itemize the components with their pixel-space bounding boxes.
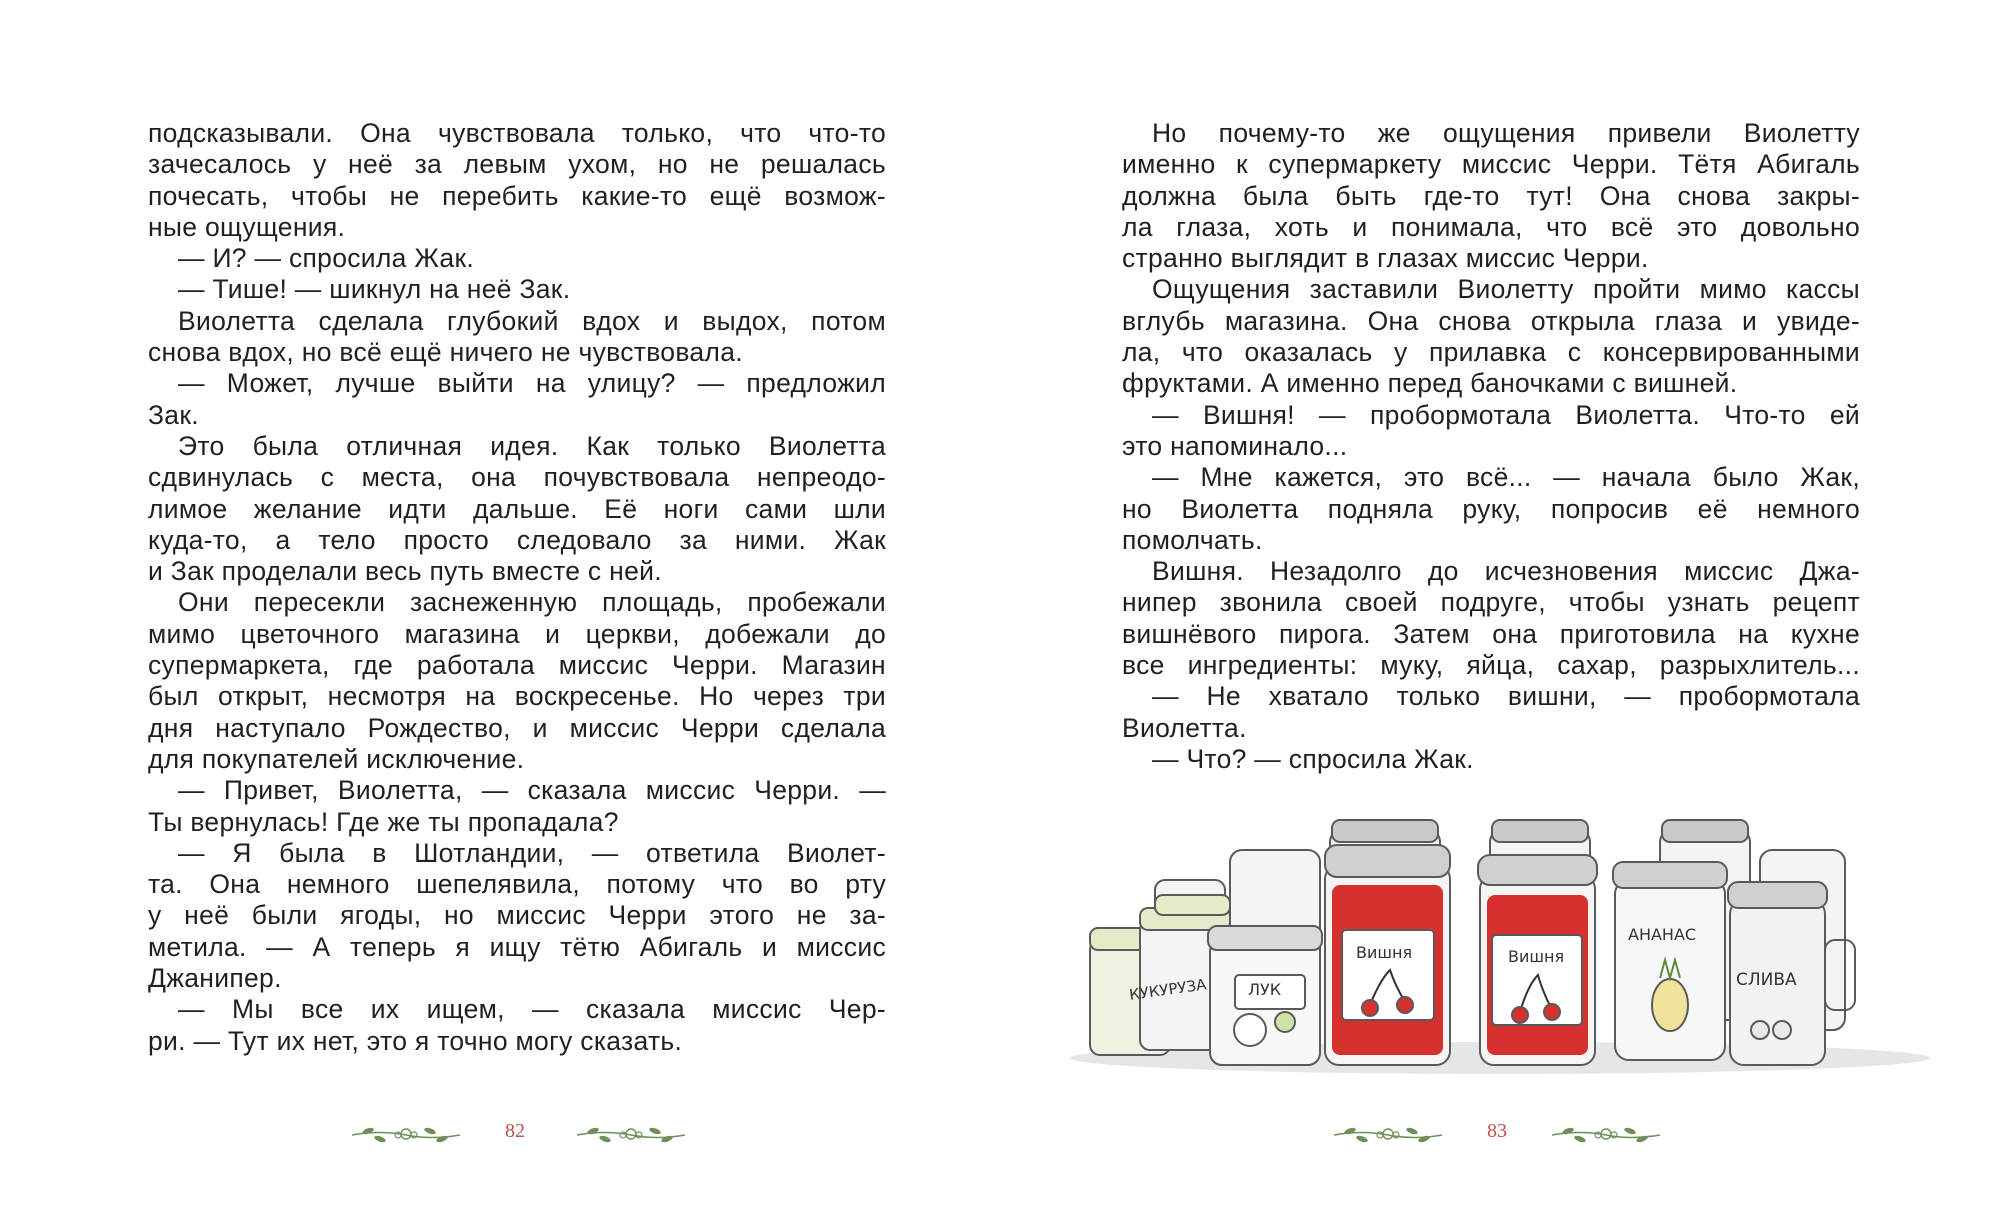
text-line: для покупателей исключение. — [148, 743, 525, 774]
text-line: был открыт, несмотря на воскресенье. Но через три — [148, 681, 886, 712]
vine-ornament-right-icon — [575, 1120, 687, 1150]
corn-jar-label: КУКУРУЗА — [1128, 975, 1208, 1004]
text-line: ри. — Тут их нет, это я точно могу сказать. — [148, 1025, 683, 1056]
text-line: фруктами. А именно перед баночками с вишней. — [1122, 368, 1738, 399]
left-page-footer — [0, 1120, 1000, 1150]
text-line: у неё были ягоды, но миссис Черри этого не за- — [148, 900, 886, 931]
text-line: нипер звонила своей подруге, чтобы узнать рецепт — [1122, 587, 1860, 618]
right-page-text — [1122, 118, 1860, 775]
page-number: 82 — [505, 1120, 525, 1142]
text-line: лимое желание идти дальше. Её ноги сами шли — [148, 493, 886, 524]
text-line: но Виолетта подняла руку, попросив её немного — [1122, 493, 1860, 524]
text-line: — И? — спросила Жак. — [178, 243, 475, 274]
pineapple-jar-label: АНАНАС — [1628, 925, 1697, 944]
jars-illustration — [1060, 790, 1940, 1080]
text-line: Вишня. Незадолго до исчезновения миссис Джа- — [1152, 556, 1860, 587]
text-line: это напоминало... — [1122, 430, 1348, 461]
plum-jar-label: СЛИВА — [1736, 970, 1797, 990]
text-line: — Не хватало только вишни, — пробормотала — [1152, 681, 1860, 712]
text-line: все ингредиенты: муку, яйца, сахар, разрыхлитель... — [1122, 650, 1860, 681]
text-line: ла глаза, хоть и понимала, что всё это довольно — [1122, 211, 1860, 242]
text-line: — Может, лучше выйти на улицу? — предложил — [178, 368, 886, 399]
text-line: — Я была в Шотландии, — ответила Виолет- — [178, 837, 886, 868]
vine-ornament-right-icon — [1550, 1120, 1662, 1150]
text-line: метила. — А теперь я ищу тётю Абигаль и миссис — [148, 931, 886, 962]
text-line: — Тише! — шикнул на неё Зак. — [178, 274, 571, 305]
text-line: вишнёвого пирога. Затем она приготовила на кухне — [1122, 618, 1860, 649]
text-line: странно выглядит в глазах миссис Черри. — [1122, 243, 1649, 274]
text-line: Виолетта. — [1122, 712, 1247, 743]
text-line: снова вдох, но всё ещё ничего не чувствовала. — [148, 337, 743, 368]
text-line: вглубь магазина. Она снова открыла глаза и увиде- — [1122, 305, 1860, 336]
text-line: куда-то, а тело просто следовало за ними. Жак — [148, 524, 886, 555]
text-line: Джанипер. — [148, 963, 282, 994]
text-line: сдвинулась с места, она почувствовала непреодо- — [148, 462, 886, 493]
text-line: Это была отличная идея. Как только Виолетта — [178, 430, 886, 461]
text-line: — Что? — спросила Жак. — [1152, 743, 1474, 774]
text-line: должна была быть где-то тут! Она снова закры- — [1122, 180, 1860, 211]
text-line: подсказывали. Она чувствовала только, что что-то — [148, 118, 886, 148]
text-line: — Привет, Виолетта, — сказала миссис Черри. — — [178, 775, 886, 806]
text-line: ные ощущения. — [148, 211, 346, 242]
text-line: Зак. — [148, 399, 199, 430]
text-line: — Мне кажется, это всё... — начала было Жак, — [1152, 462, 1860, 493]
text-line: помолчать. — [1122, 524, 1263, 555]
onion-jar-label: ЛУК — [1248, 980, 1282, 999]
text-line: мимо цветочного магазина и церкви, добежали до — [148, 618, 886, 649]
right-page-footer — [1000, 1120, 2000, 1150]
text-line: ла, что оказалась у прилавка с консервированными — [1122, 337, 1860, 368]
vine-ornament-left-icon — [350, 1120, 462, 1150]
text-line: та. Она немного шепелявила, потому что во рту — [148, 869, 886, 900]
text-line: и Зак проделали весь путь вместе с ней. — [148, 556, 662, 587]
right-page — [1000, 0, 2000, 1206]
text-line: Но почему-то же ощущения привели Виолетту — [1152, 118, 1860, 148]
text-line: именно к супермаркету миссис Черри. Тётя Абигаль — [1122, 149, 1860, 180]
vine-ornament-left-icon — [1332, 1120, 1444, 1150]
text-line: — Мы все их ищем, — сказала миссис Чер- — [178, 994, 886, 1025]
left-page-text — [148, 118, 886, 1057]
cherry-jar-label-2: Вишня — [1508, 947, 1565, 966]
cherry-jar-label-1: Вишня — [1356, 943, 1413, 962]
text-line: — Вишня! — пробормотала Виолетта. Что-то ей — [1152, 399, 1860, 430]
text-line: почесать, чтобы не перебить какие-то ещё возмож- — [148, 180, 886, 211]
text-line: Они пересекли заснеженную площадь, пробежали — [178, 587, 886, 618]
text-line: дня наступало Рождество, и миссис Черри сделала — [148, 712, 886, 743]
text-line: Ты вернулась! Где же ты пропадала? — [148, 806, 619, 837]
text-line: Виолетта сделала глубокий вдох и выдох, потом — [178, 305, 886, 336]
text-line: зачесалось у неё за левым ухом, но не решалась — [148, 149, 886, 180]
page-number: 83 — [1487, 1120, 1507, 1142]
text-line: Ощущения заставили Виолетту пройти мимо кассы — [1152, 274, 1860, 305]
text-line: супермаркета, где работала миссис Черри. Магазин — [148, 650, 886, 681]
